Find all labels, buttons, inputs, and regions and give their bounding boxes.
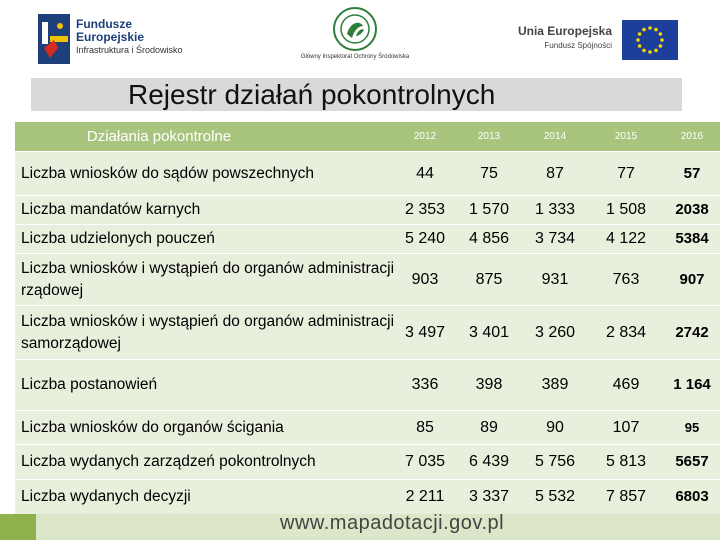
row-label: Liczba wniosków i wystąpień do organów administracji samorządowej [21,312,395,352]
footer-accent [0,514,36,540]
cell-value: 5 813 [605,453,647,470]
gios-logo [270,6,440,70]
cell-value: 398 [475,376,503,393]
year-header: 2016 [680,130,704,142]
row-label: Liczba mandatów karnych [21,201,201,218]
cell-value: 2 211 [405,488,445,505]
footer-url: www.mapadotacji.gov.pl [280,512,505,534]
cell-value: 4 856 [468,230,510,247]
ue-line2: Fundusz Spójności [544,41,612,50]
cell-value: 3 401 [468,323,510,341]
table-row [15,360,720,411]
year-header: 2014 [543,131,567,142]
cell-value: 87 [546,164,564,182]
cell-value: 469 [612,376,640,393]
cell-value: 5 532 [534,488,576,505]
table-row [15,480,720,515]
table-row [15,152,720,196]
ue-line1: Unia Europejska [517,24,612,38]
cell-value: 931 [541,270,569,288]
unia-europejska-logo [508,20,680,64]
cell-value: 6803 [675,488,709,505]
fundusze-europejskie-logo [38,14,188,66]
cell-value: 44 [416,164,434,182]
cell-value: 95 [684,419,700,435]
cell-value: 907 [679,270,705,288]
cell-value: 1 508 [605,201,647,218]
cell-value: 89 [480,418,498,436]
year-header: 2015 [614,131,638,142]
row-label: Liczba postanowień [21,376,158,393]
fe-line1: Fundusze [76,17,132,31]
cell-value: 3 337 [468,488,510,505]
cell-value: 3 497 [404,323,446,341]
row-label: Liczba wniosków i wystąpień do organów administracji rządowej [21,259,395,299]
cell-value: 107 [612,418,640,436]
cell-value: 77 [617,164,635,182]
year-header: 2013 [477,131,501,142]
cell-value: 1 164 [673,376,711,393]
ue-logo-text [508,24,612,50]
cell-value: 5 240 [404,230,446,247]
cell-value: 7 035 [404,453,446,470]
cell-value: 5657 [675,453,709,470]
year-header: 2012 [413,131,437,142]
row-label: Liczba wniosków do sądów powszechnych [21,164,314,182]
cell-value: 7 857 [605,488,647,505]
header-label: Działania pokontrolne [86,127,232,145]
fe-line2: Europejskie [76,30,145,44]
cell-value: 2038 [675,201,709,218]
table-row [15,225,720,254]
table-row [15,196,720,225]
table-row [15,411,720,445]
cell-value: 85 [416,418,434,436]
cell-value: 336 [411,376,439,393]
cell-value: 5 756 [534,453,576,470]
cell-value: 903 [411,270,439,288]
header-logos [0,0,720,78]
cell-value: 3 260 [534,323,576,341]
cell-value: 5384 [675,230,709,247]
cell-value: 4 122 [605,230,647,247]
gios-caption: Główny Inspektorat Ochrony Środowiska [300,54,410,60]
row-label: Liczba udzielonych pouczeń [21,230,215,247]
cell-value: 389 [541,376,569,393]
gios-emblem-icon [332,6,378,52]
cell-value: 763 [612,270,640,288]
cell-value: 6 439 [468,453,510,470]
table-row [15,306,720,360]
row-label: Liczba wydanych zarządzeń pokontrolnych [21,453,316,470]
cell-value: 57 [683,164,701,182]
page-title: Rejestr działań pokontrolnych [128,79,496,110]
fe-line3: Infrastruktura i Środowisko [76,45,183,55]
table-row [15,445,720,480]
cell-value: 3 734 [534,230,576,247]
fe-logo-text [76,18,183,57]
cell-value: 1 333 [534,201,576,218]
cell-value: 2 353 [404,201,446,218]
table-row [15,254,720,306]
row-label: Liczba wniosków do organów ścigania [21,418,284,436]
cell-value: 2 834 [605,323,647,341]
eu-flag-icon [622,20,678,60]
cell-value: 75 [480,164,498,182]
row-label: Liczba wydanych decyzji [21,488,191,505]
cell-value: 875 [475,270,503,288]
cell-value: 1 570 [468,201,510,218]
cell-value: 2742 [675,323,709,341]
cell-value: 90 [546,418,564,436]
table-header-row [15,122,720,152]
fe-logo-icon [38,14,70,64]
